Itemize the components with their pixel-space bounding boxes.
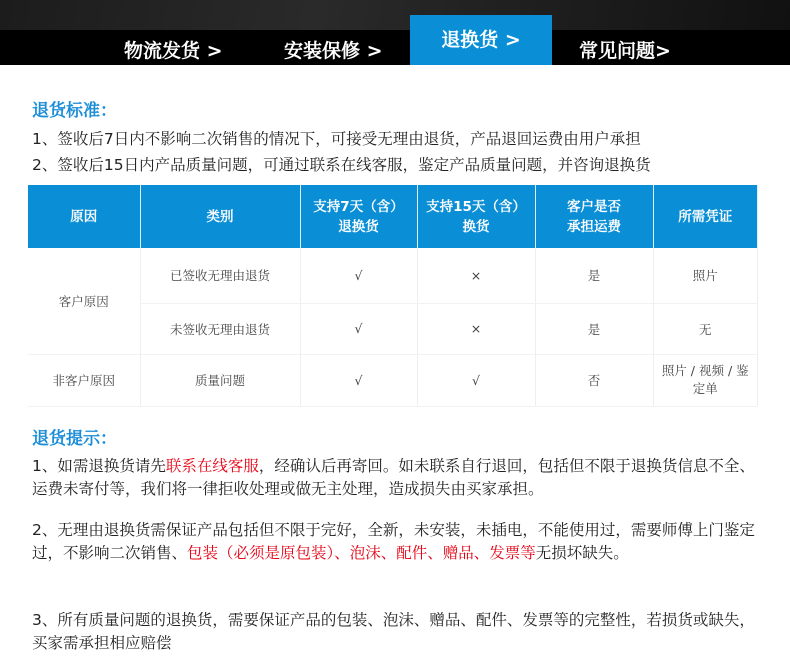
banner (0, 0, 790, 30)
header-freight-l1: 客户是否 (567, 198, 621, 215)
nav-shipping[interactable]: 物流发货 > (124, 40, 223, 62)
header-7day (300, 185, 417, 248)
cell-category: 未签收无理由退货 (140, 303, 300, 354)
header-freight (535, 185, 653, 248)
cell-7day: √ (300, 354, 417, 406)
cell-15day: × (417, 248, 535, 303)
cell-proof: 照片 / 视频 / 鉴定单 (653, 354, 758, 406)
nav-returns[interactable]: 退换货 > (410, 15, 552, 65)
tip-2-text-end: 无损坏缺失。 (535, 544, 629, 562)
cell-15day: √ (417, 354, 535, 406)
cell-category: 已签收无理由退货 (140, 248, 300, 303)
header-15day-l2: 换货 (462, 218, 490, 235)
cell-7day: √ (300, 248, 417, 303)
cell-reason: 非客户原因 (28, 354, 140, 406)
cell-reason: 客户原因 (28, 248, 140, 354)
tip-1-text: 1、如需退换货请先 (32, 457, 166, 475)
return-tips-title: 退货提示： (32, 429, 117, 449)
table-header-row (28, 185, 758, 248)
header-category: 类别 (140, 185, 300, 248)
tip-paragraph-1 (32, 455, 762, 501)
cell-7day: √ (300, 303, 417, 354)
standard-line-1: 1、签收后7日内不影响二次销售的情况下，可接受无理由退货，产品退回运费由用户承担 (32, 130, 641, 148)
tip-paragraph-3 (32, 609, 762, 655)
nav-faq[interactable]: 常见问题> (579, 40, 671, 62)
table-row (28, 248, 758, 303)
tip-2-text: 2、无理由退换货需保证产品包括但不限于完好，全新，未安装，未插电，不能使用过，需要师傅上门鉴定过，不影响二次销售、 (32, 521, 755, 562)
tip-1-highlight: 联系在线客服 (165, 457, 259, 475)
tip-3-text: 3、所有质量问题的退换货，需要保证产品的包装、泡沫、赠品、配件、发票等的完整性，若损货或缺失，买家需承担相应赔偿 (32, 611, 755, 652)
table-row (28, 354, 758, 406)
cell-proof: 无 (653, 303, 758, 354)
header-reason: 原因 (28, 185, 140, 248)
header-proof: 所需凭证 (653, 185, 758, 248)
header-7day-l1: 支持7天（含） (313, 198, 404, 215)
nav-bar (0, 30, 790, 65)
header-7day-l2: 退换货 (338, 218, 379, 235)
header-freight-l2: 承担运费 (567, 218, 621, 235)
return-policy-table (28, 185, 758, 407)
tip-2-highlight: 包装（必须是原包装）、泡沫、配件、赠品、发票等 (187, 544, 536, 562)
cell-15day: × (417, 303, 535, 354)
header-15day (417, 185, 535, 248)
tip-paragraph-2 (32, 519, 762, 565)
tip-1-text-end: ，经确认后再寄回。如未联系自行退回，包括但不限于退换货信息不全、运费未寄付等，我们将一律拒收处理或做无主处理，造成损失由买家承担。 (32, 457, 755, 498)
return-standard-title: 退货标准： (32, 101, 117, 121)
cell-freight: 否 (535, 354, 653, 406)
cell-freight: 是 (535, 303, 653, 354)
cell-category: 质量问题 (140, 354, 300, 406)
cell-proof: 照片 (653, 248, 758, 303)
standard-line-2: 2、签收后15日内产品质量问题，可通过联系在线客服，鉴定产品质量问题，并咨询退换货 (32, 156, 651, 174)
header-15day-l1: 支持15天（含） (426, 198, 526, 215)
nav-warranty[interactable]: 安装保修 > (284, 40, 383, 62)
cell-freight: 是 (535, 248, 653, 303)
